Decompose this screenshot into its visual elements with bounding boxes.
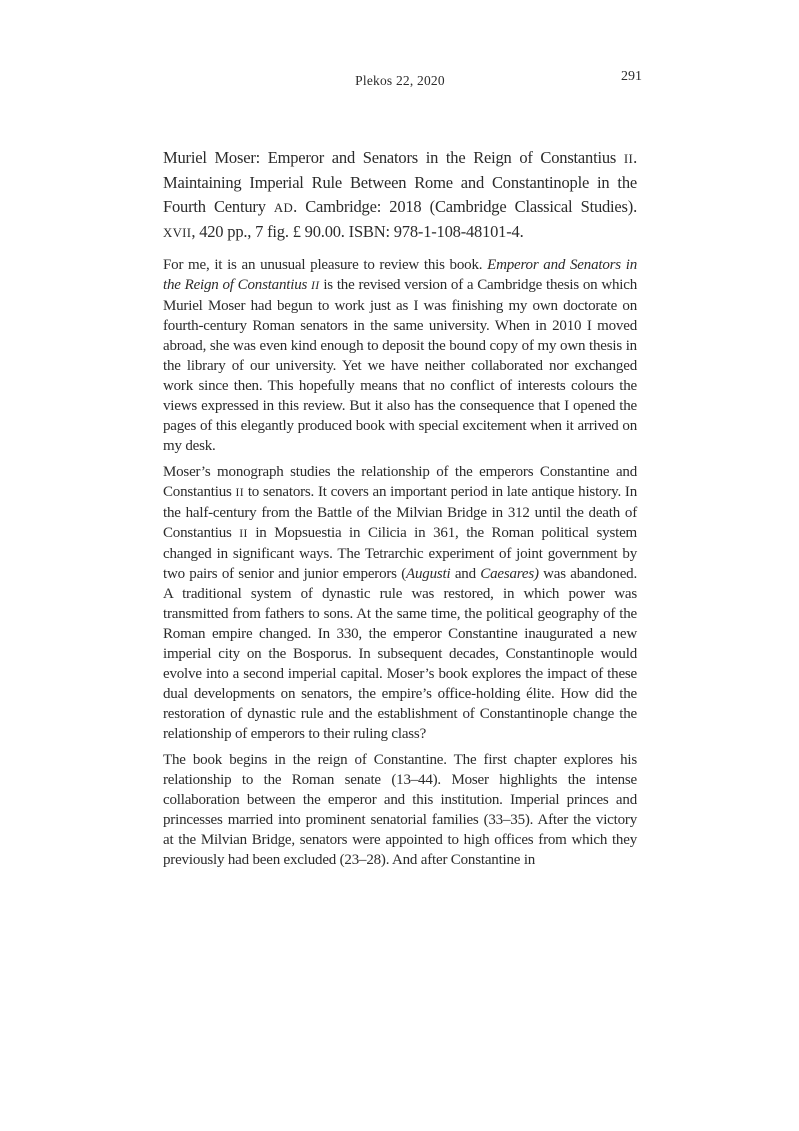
reference-segment: . Maintaining Imperial Rule Between Rome and Constantinople in the Fourth Century (163, 148, 637, 216)
paragraph-1 (163, 255, 637, 456)
book-title-italic: Emperor and Senators in the Reign of Constantius (163, 257, 637, 293)
reference-segment: . Cambridge: 2018 (Cambridge Classical Studies). (293, 197, 637, 216)
latin-term-italic: Caesares) (480, 566, 539, 582)
paragraph-segment-smallcaps: II (239, 527, 248, 540)
paragraph-2 (163, 462, 637, 744)
book-title-italic-smallcaps: II (311, 279, 320, 292)
running-head: Plekos 22, 2020 (355, 73, 445, 88)
reference-segment: , 420 pp., 7 fig. £ 90.00. ISBN: 978-1-108-48101-4. (191, 222, 524, 241)
paragraph-segment: was abandoned. A traditional system of dynastic rule was restored, in which power was transmitted from fathers to sons. At the same time, the political geography of the Roman empire changed. In 330, the emperor Constantine inaugurated a new imperial city on the Bosporus. In subsequent decades, Constantinople would evolve into a second imperial capital. Moser’s book explores the impact of these dual developments on senators, the empire’s office-holding élite. How did the restoration of dynastic rule and the establishment of Constantinople change the relationship of emperors to their ruling class? (163, 566, 638, 742)
paragraph-segment: Moser’s monograph studies the relationship of the emperors Constantine and Constantius (163, 464, 637, 500)
page-number: 291 (621, 69, 642, 84)
paragraph-3 (163, 750, 637, 870)
paragraph-segment: to senators. It covers an important period in late antique history. In the half-century from the Battle of the Milvian Bridge in 312 until the death of Constantius (163, 484, 637, 541)
book-reference (163, 146, 637, 245)
reference-segment-smallcaps: AD (273, 201, 294, 215)
reference-segment-smallcaps: II (623, 152, 634, 166)
review-content (163, 146, 637, 876)
paragraph-segment: in Mopsuestia in Cilicia in 361, the Roman political system changed in significant ways. The Tetrarchic experiment of joint government by two pairs of senior and junior emperors ( (163, 525, 637, 582)
paragraph-segment: For me, it is an unusual pleasure to review this book. (163, 257, 488, 273)
paragraph-segment: is the revised version of a Cambridge thesis on which Muriel Moser had begun to work just as I was finishing my own doctorate on fourth-century Roman senators in the same university. When in 2010 I moved abroad, she was even kind enough to deposit the bound copy of my own thesis in the library of our university. Yet we have neither collaborated nor exchanged work since then. This hopefully means that no conflict of interests colours the views expressed in this review. But it also has the consequence that I opened the pages of this elegantly produced book with special excitement when it arrived on my desk. (163, 277, 637, 454)
paragraph-segment: The book begins in the reign of Constantine. The first chapter explores his relationship to the Roman senate (13–44). Moser highlights the intense collaboration between the emperor and this institution. Imperial princes and princesses married into prominent senatorial families (33–35). After the victory at the Milvian Bridge, senators were appointed to high offices from which they previously had been excluded (23–28). And after Constantine in (163, 752, 637, 868)
paragraph-segment-smallcaps: II (235, 486, 244, 499)
paragraph-segment: and (450, 566, 481, 582)
reference-segment: Muriel Moser: Emperor and Senators in the Reign of Constantius (163, 148, 624, 167)
reference-segment-smallcaps: XVII (163, 226, 192, 240)
latin-term-italic: Augusti (406, 566, 451, 582)
